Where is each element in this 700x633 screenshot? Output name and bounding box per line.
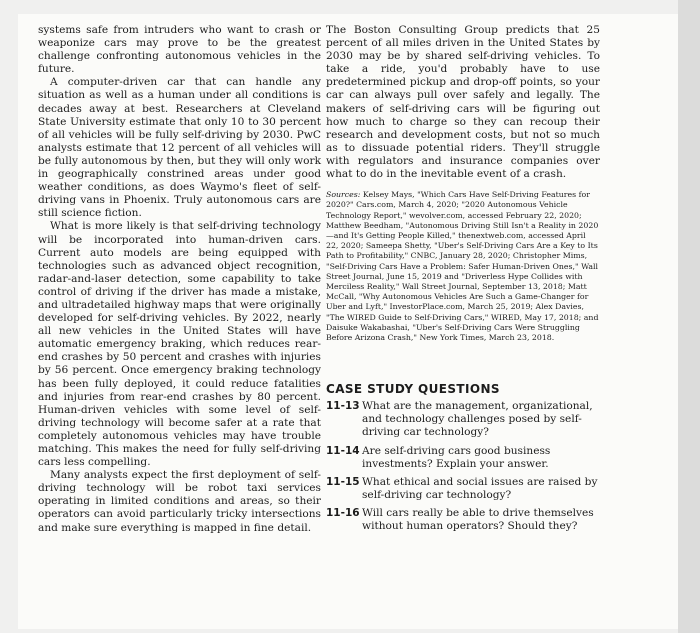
case-study-title: CASE STUDY QUESTIONS [326, 382, 500, 397]
question-text: Are self-driving cars good business investments? Explain your answer. [362, 444, 551, 470]
question-number: 11-16 [326, 506, 360, 519]
question-text: What are the management, organizational, and technology challenges posed by self-driving car technology? [362, 400, 593, 439]
question-text: What ethical and social issues are raised by self-driving car technology? [362, 475, 598, 501]
question-number: 11-13 [326, 400, 360, 413]
question-number: 11-15 [326, 475, 360, 488]
question-item [326, 445, 600, 471]
question-text: Will cars really be able to drive themselves without human operators? Should they? [362, 506, 594, 533]
left-column [38, 24, 321, 535]
paragraph: The Boston Consulting Group predicts that 25 percent of all miles driven in the United States by 2030 may be by shared self-driving vehicles. To take a ride, you'd probably have to use predetermined pickup and drop-off points, so your car can always pull over safely and legally. The makers of self-driving cars will be figuring out how much to charge so they can recoup their research and development costs, but not so much as to dissuade potential riders. They'll struggle with regulators and insurance companies over what to do in the inevitable event of a crash. [326, 24, 600, 181]
question-number: 11-14 [326, 444, 360, 457]
right-column [326, 24, 600, 538]
scrollbar-track[interactable] [678, 0, 700, 633]
sources-text: Kelsey Mays, "Which Cars Have Self-Driving Features for 2020?" Cars.com, March 4, 2020; "2020 Autonomous Vehicle Technology Report," wevolver.com, accessed February 22, 2020; Matthew Beedham, "Autonomous Driving Still Isn't a Reality in 2020—and It's Getting People Killed," thenextweb.com, accessed April 22, 2020; Sameepa Shetty, "Uber's Self-Driving Cars Are a Key to Its Path to Profitability," CNBC, January 28, 2020; Christopher Mims, "Self-Driving Cars Have a Problem: Safer Human-Driven Ones," Wall Street Journal, June 15, 2019 and "Driverless Hype Collides with Merciless Reality," Wall Street Journal, September 13, 2018; Matt McCall, "Why Autonomous Vehicles Are Such a Game-Changer for Uber and Lyft," InvestorPlace.com, March 25, 2019; Alex Davies, "The WIRED Guide to Self-Driving Cars," WIRED, May 17, 2018; and Daisuke Wakabashai, "Uber's Self-Driving Cars Were Struggling Before Arizona Crash," New York Times, March 23, 2018. [326, 190, 599, 342]
paragraph: A computer-driven car that can handle any situation as well as a human under all conditions is decades away at best. Researchers at Cleveland State University estimate that only 10 to 30 percent of all vehicles will be fully self-driving by 2030. PwC analysts estimate that 12 percent of all vehicles will be fully autonomous by then, but they will only work in geographically constrined areas under good weather conditions, as does Waymo's fleet of self-driving vans in Phoenix. Truly autonomous cars are still science fiction. [38, 76, 321, 220]
question-item [326, 400, 600, 439]
sources-note [326, 190, 600, 343]
question-item [326, 507, 600, 533]
sources-label: Sources: [326, 190, 361, 200]
question-item [326, 476, 600, 502]
paragraph: What is more likely is that self-driving technology will be incorporated into human-driven cars. Current auto models are being equipped with technologies such as advanced object recognition, radar-and-laser detection, some capability to take control of driving if the driver has made a mistake, and ultradetailed highway maps that were originally developed for self-driving vehicles. By 2022, nearly all new vehicles in the United States will have automatic emergency braking, which reduces rear-end crashes by 50 percent and crashes with injuries by 56 percent. Once emergency braking technology has been fully deployed, it could reduce fatalities and injuries from rear-end crashes by 80 percent. Human-driven vehicles with some level of self-driving technology will become safer at a rate that completely autonomous vehicles may have trouble matching. This makes the need for fully self-driving cars less compelling. [38, 220, 321, 469]
paragraph: systems safe from intruders who want to crash or weaponize cars may prove to be the greatest challenge confronting autonomous vehicles in the future. [38, 24, 321, 76]
document-page [18, 14, 688, 629]
paragraph: Many analysts expect the first deployment of self-driving technology will be robot taxi services operating in limited conditions and areas, so their operators can avoid particularly tricky intersections and make sure everything is mapped in fine detail. [38, 469, 321, 534]
